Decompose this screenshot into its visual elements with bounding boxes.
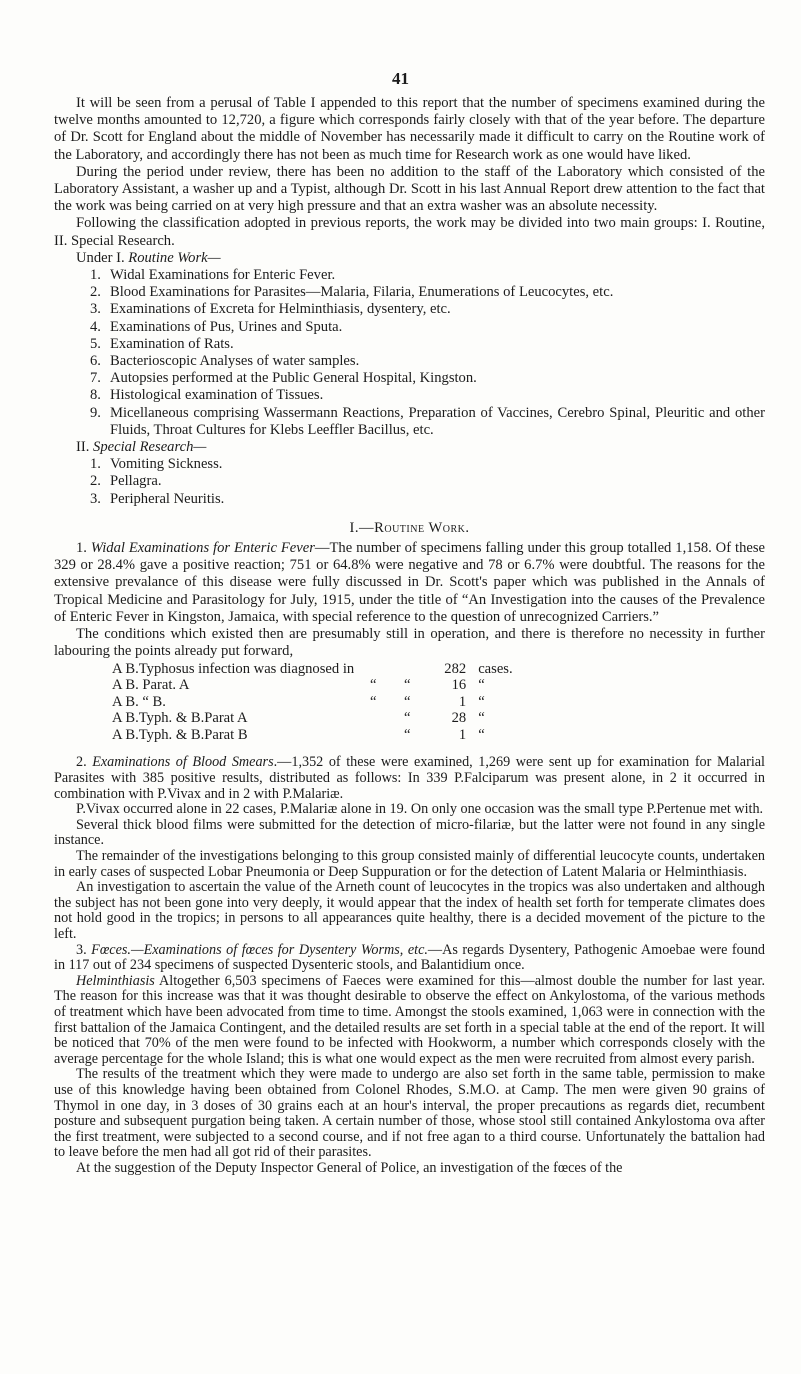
table-row: A B.Typh. & B.Parat A “ 28 “ [112, 710, 485, 727]
intro-paragraph-2: During the period under review, there has been no addition to the staff of the Laboratory which consisted of the Laboratory Assistant, a washer up and a Typist, although Dr. Scott in his last Annual Report drew attention to the fact that the work was being carried on at very high pressure and that an extra washer was an absolute necessity. [54, 163, 765, 215]
list-item: 1. Vomiting Sickness. [90, 456, 223, 473]
research-list [54, 456, 765, 508]
list-item: 1. Widal Examinations for Enteric Fever. [90, 267, 336, 284]
later-sections [54, 755, 765, 1176]
blood-paragraph-5: An investigation to ascertain the value of the Arneth count of leucocytes in the tropics was also undertaken and although the subject has not been gone into very deeply, it would appear that the index of health set forth for temperate climates does not hold good in the tropics; in persons to all appearances quite healthy, there is a decided movement of the picture to the left. [54, 879, 765, 942]
police-paragraph: At the suggestion of the Deputy Inspector General of Police, an investigation of the fœces of the [76, 1159, 623, 1176]
cases-table [112, 661, 517, 744]
blood-paragraph-3: Several thick blood films were submitted for the detection of micro-filariæ, but the latter were not found in any single instance. [54, 816, 765, 849]
routine-heading-title: Routine Work— [128, 249, 221, 266]
blood-paragraph-4: The remainder of the investigations belonging to this group consisted mainly of differential leucocyte counts, undertaken in early cases of suspected Lobar Pneumonia or Deep Suppuration or for the detection of Latent Malaria or Helminthiasis. [54, 848, 765, 880]
list-item: 2. Blood Examinations for Parasites—Malaria, Filaria, Enumerations of Leucocytes, etc. [90, 284, 614, 301]
list-item: 7. Autopsies performed at the Public General Hospital, Kingston. [90, 370, 477, 387]
blood-title: Examinations of Blood Smears [92, 754, 274, 771]
widal-paragraph-2: The conditions which existed then are presumably still in operation, and there is therefore no necessity in further labouring the points already put forward, [54, 626, 765, 660]
page-number: 41 [392, 69, 409, 88]
research-heading: II. Special Research— [76, 439, 207, 456]
routine-list [54, 267, 765, 439]
list-item: 6. Bacterioscopic Analyses of water samples. [90, 353, 360, 370]
helminthiasis-paragraph: Helminthiasis Altogether 6,503 specimens of Faeces were examined for this—almost double the number for last year. The reason for this increase was that it was thought desirable to observe the effect on Ankylostoma, of the various methods of treatment which have been advocated from time to time. Amongst the stools examined, 1,063 were in connection with the first battalion of the Jamaica Contingent, and the detailed results are set forth in a special table at the end of the report. It will be noticed that 70% of the men were found to be infected with Hookworm, a number which corresponds closely with the average percentage for the whole Island; this is what one would expect as the men were recruited from almost every parish. [54, 972, 765, 1067]
widal-title: Widal Examinations for Enteric Fever [90, 540, 315, 557]
list-item: 3. Examinations of Excreta for Helminthiasis, dysentery, etc. [90, 301, 451, 318]
faeces-paragraph: 3. Fœces.—Examinations of fœces for Dysentery Worms, etc.—As regards Dysentery, Pathogenic Amoebae were found in 117 out of 234 specimens of suspected Dysenteric stools, and Balantidium once. [54, 941, 766, 974]
intro-paragraph-1: It will be seen from a perusal of Table I appended to this report that the number of specimens examined during the twelve months amounted to 12,720, a figure which corresponds fairly closely with that of the year before. The departure of Dr. Scott for England about the middle of November has necessarily made it difficult to carry on the Routine work of the Laboratory, and accordingly there has not been as much time for Research work as one would have liked. [54, 95, 765, 163]
list-item: 2. Pellagra. [90, 473, 162, 490]
table-row: A B.Typhosus infection was diagnosed in 282 cases. [112, 660, 513, 677]
page-body [54, 95, 765, 1177]
list-item: 4. Examinations of Pus, Urines and Sputa. [90, 318, 343, 335]
intro-paragraph-3: Following the classification adopted in previous reports, the work may be divided into two main groups: I. Routine, II. Special Research. [54, 215, 765, 249]
table-row: A B. Parat. A “ “ 16 “ [112, 677, 485, 694]
list-item: 5. Examination of Rats. [90, 335, 234, 352]
section-heading: I.—Routine Work. [349, 519, 470, 536]
blood-paragraph: 2. Examinations of Blood Smears.—1,352 of these were examined, 1,269 were sent up for examination for Malarial Parasites with 385 positive results, distributed as follows: In 339 P.Falciparum was present alone, in 2 it occurred in combination with P.Vivax and in 2 with P.Malariæ. [54, 754, 765, 802]
treatment-paragraph: The results of the treatment which they were made to undergo are also set forth in the same table, permission to make use of this knowledge having been obtained from Colonel Rhodes, S.M.O. at Camp. The men were given 90 grains of Thymol in one day, in 3 doses of 30 grains each at an hour's interval, the proper precautions as regards diet, recumbent posture and subsequent purgation being taken. A certain number of those, whose stool still contained Ankylostoma ova after the first treatment, were subjected to a second course, and if not free agan to a third course. Unfortunately the battalion had to leave before the men had all got rid of their parasites. [54, 1066, 765, 1161]
list-item: 8. Histological examination of Tissues. [90, 387, 324, 404]
research-heading-title: Special Research— [93, 439, 207, 456]
list-item: 3. Peripheral Neuritis. [90, 490, 225, 507]
faeces-title: Fœces.—Examinations of fœces for Dysentery Worms, etc. [91, 941, 428, 958]
table-row: A B. “ B. “ “ 1 “ [112, 693, 485, 710]
blood-paragraph-2: P.Vivax occurred alone in 22 cases, P.Malariæ alone in 19. On only one occasion was the small type P.Pertenue met with. [76, 801, 764, 818]
table-row: A B.Typh. & B.Parat B “ 1 “ [112, 726, 485, 743]
helminthiasis-title: Helminthiasis [76, 972, 155, 989]
list-item: 9. Micellaneous comprising Wassermann Reactions, Preparation of Vaccines, Cerebro Spinal, Pleuritic and other Fluids, Throat Cultures for Klebs Leeffler Bacillus, etc. [90, 404, 765, 438]
routine-heading: Under I. Routine Work— [76, 249, 221, 266]
widal-paragraph: 1. Widal Examinations for Enteric Fever—The number of specimens falling under this group totalled 1,158. Of these 329 or 28.4% gave a positive reaction; 751 or 64.8% were negative and 78 or 6.7% were doubtful. The reasons for the extensive prevalance of this disease were fully discussed in Dr. Scott's paper which was published in the Annals of Tropical Medicine and Parasitology for July, 1915, under the title of “An Investigation into the causes of the Prevalence of Enteric Fever in Kingston, Jamaica, with special reference to the question of unrecognized Carriers.” [54, 540, 765, 625]
